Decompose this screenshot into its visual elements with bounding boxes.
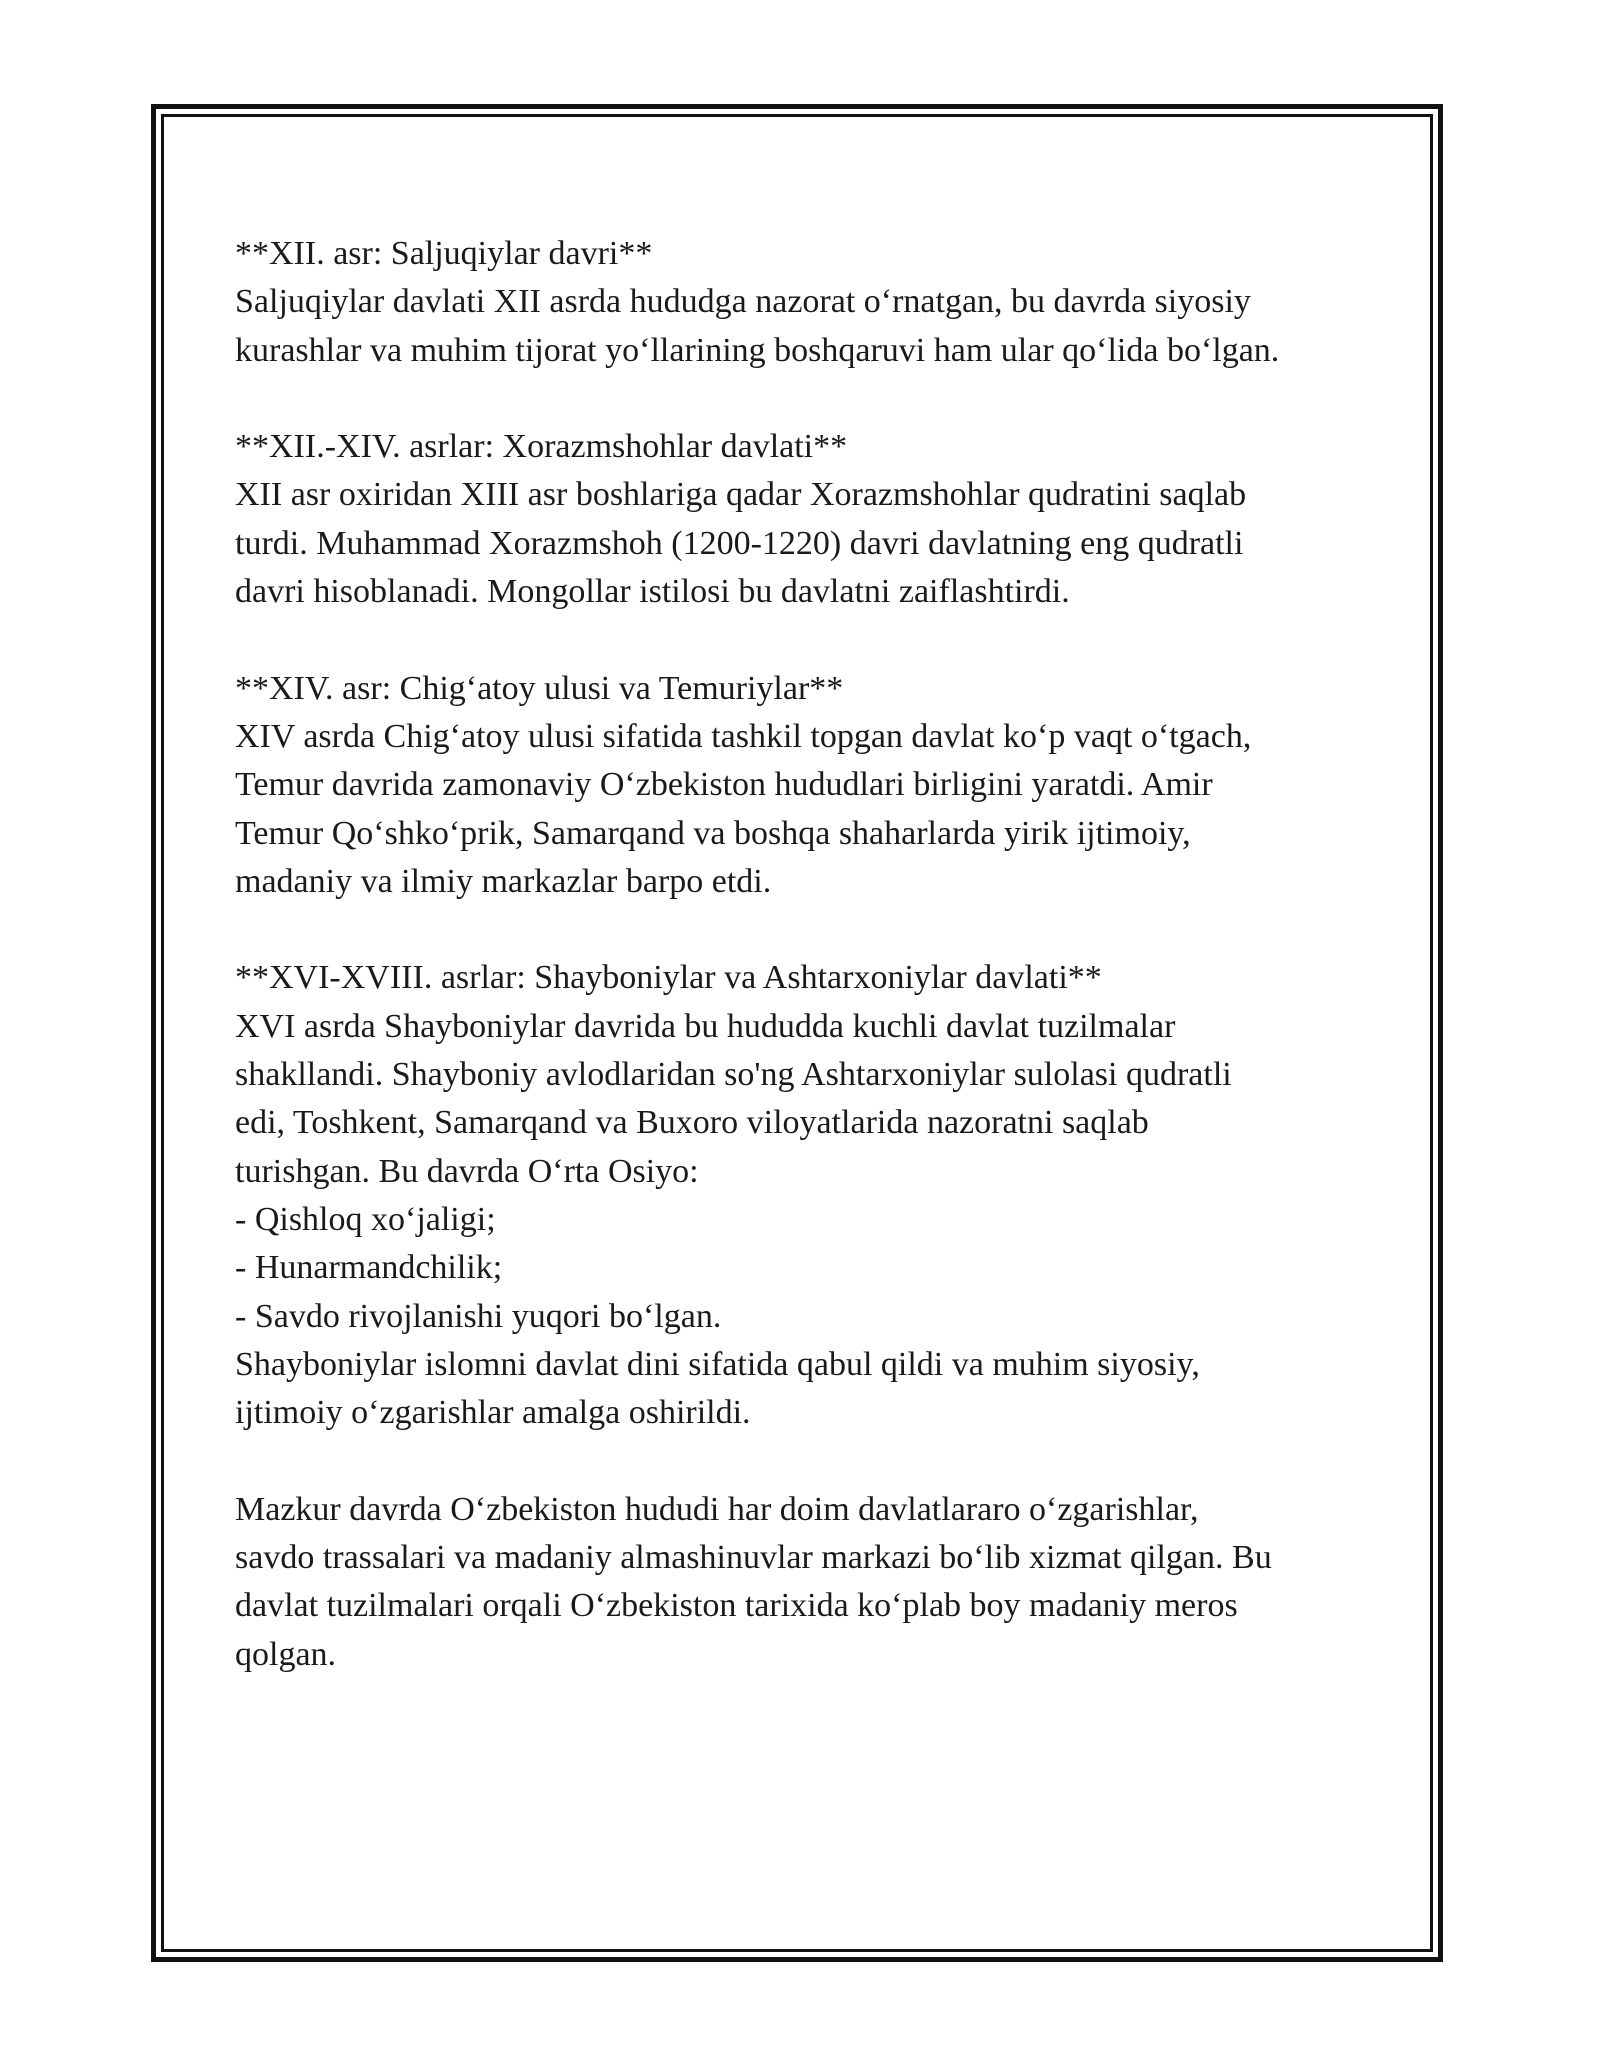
section-xorazmshohlar (235, 423, 1365, 616)
section-heading: **XII. asr: Saljuqiylar davri** (235, 235, 653, 272)
paragraph-line: madaniy va ilmiy markazlar barpo etdi. (235, 862, 772, 900)
paragraph-line: shakllandi. Shayboniy avlodlaridan so'ng Ashtarxoniylar sulolasi qudratli (235, 1056, 1232, 1094)
list-item: - Savdo rivojlanishi yuqori bo‘lgan. (235, 1297, 722, 1335)
section-heading: **XVI-XVIII. asrlar: Shayboniylar va Ashtarxoniylar davlati** (235, 959, 1102, 997)
paragraph-line: XIV asrda Chig‘atoy ulusi sifatida tashkil topgan davlat ko‘p vaqt o‘tgach, (235, 717, 1252, 755)
paragraph-line: Saljuqiylar davlati XII asrda hududga nazorat o‘rnatgan, bu davrda siyosiy (235, 283, 1251, 321)
list-item: - Hunarmandchilik; (235, 1249, 503, 1287)
section-shayboniylar-ashtarxoniylar (235, 954, 1365, 1437)
list-item: - Qishloq xo‘jaligi; (235, 1200, 496, 1238)
paragraph-line: davlat tuzilmalari orqali O‘zbekiston tarixida ko‘plab boy madaniy meros (235, 1587, 1238, 1625)
paragraph-line: XII asr oxiridan XIII asr boshlariga qadar Xorazmshohlar qudratini saqlab (235, 476, 1247, 514)
paragraph-line: kurashlar va muhim tijorat yo‘llarining boshqaruvi ham ular qo‘lida bo‘lgan. (235, 331, 1280, 369)
section-saljuqiylar (235, 230, 1365, 375)
paragraph-line: Shayboniylar islomni davlat dini sifatida qabul qildi va muhim siyosiy, (235, 1345, 1200, 1383)
section-heading: **XII.-XIV. asrlar: Xorazmshohlar davlati** (235, 428, 848, 466)
paragraph-line: ijtimoiy o‘zgarishlar amalga oshirildi. (235, 1394, 751, 1432)
paragraph-line: davri hisoblanadi. Mongollar istilosi bu davlatni zaiflashtirdi. (235, 573, 1070, 611)
paragraph-line: qolgan. (235, 1635, 337, 1673)
paragraph-line: turdi. Muhammad Xorazmshoh (1200-1220) davri davlatning eng qudratli (235, 524, 1244, 562)
paragraph-line: Temur davrida zamonaviy O‘zbekiston hududlari birligini yaratdi. Amir (235, 766, 1213, 804)
document-body (235, 230, 1365, 1727)
paragraph-line: Temur Qo‘shko‘prik, Samarqand va boshqa shaharlarda yirik ijtimoiy, (235, 814, 1191, 852)
paragraph-line: edi, Toshkent, Samarqand va Buxoro viloyatlarida nazoratni saqlab (235, 1104, 1149, 1142)
paragraph-line: XVI asrda Shayboniylar davrida bu hududda kuchli davlat tuzilmalar (235, 1007, 1176, 1045)
section-heading: **XIV. asr: Chig‘atoy ulusi va Temuriylar** (235, 669, 844, 707)
paragraph-line: Mazkur davrda O‘zbekiston hududi har doim davlatlararo o‘zgarishlar, (235, 1490, 1199, 1528)
section-conclusion (235, 1486, 1365, 1679)
paragraph-line: savdo trassalari va madaniy almashinuvlar markazi bo‘lib xizmat qilgan. Bu (235, 1539, 1272, 1577)
section-chigatoy-temuriylar (235, 665, 1365, 906)
paragraph-line: turishgan. Bu davrda O‘rta Osiyo: (235, 1152, 699, 1190)
